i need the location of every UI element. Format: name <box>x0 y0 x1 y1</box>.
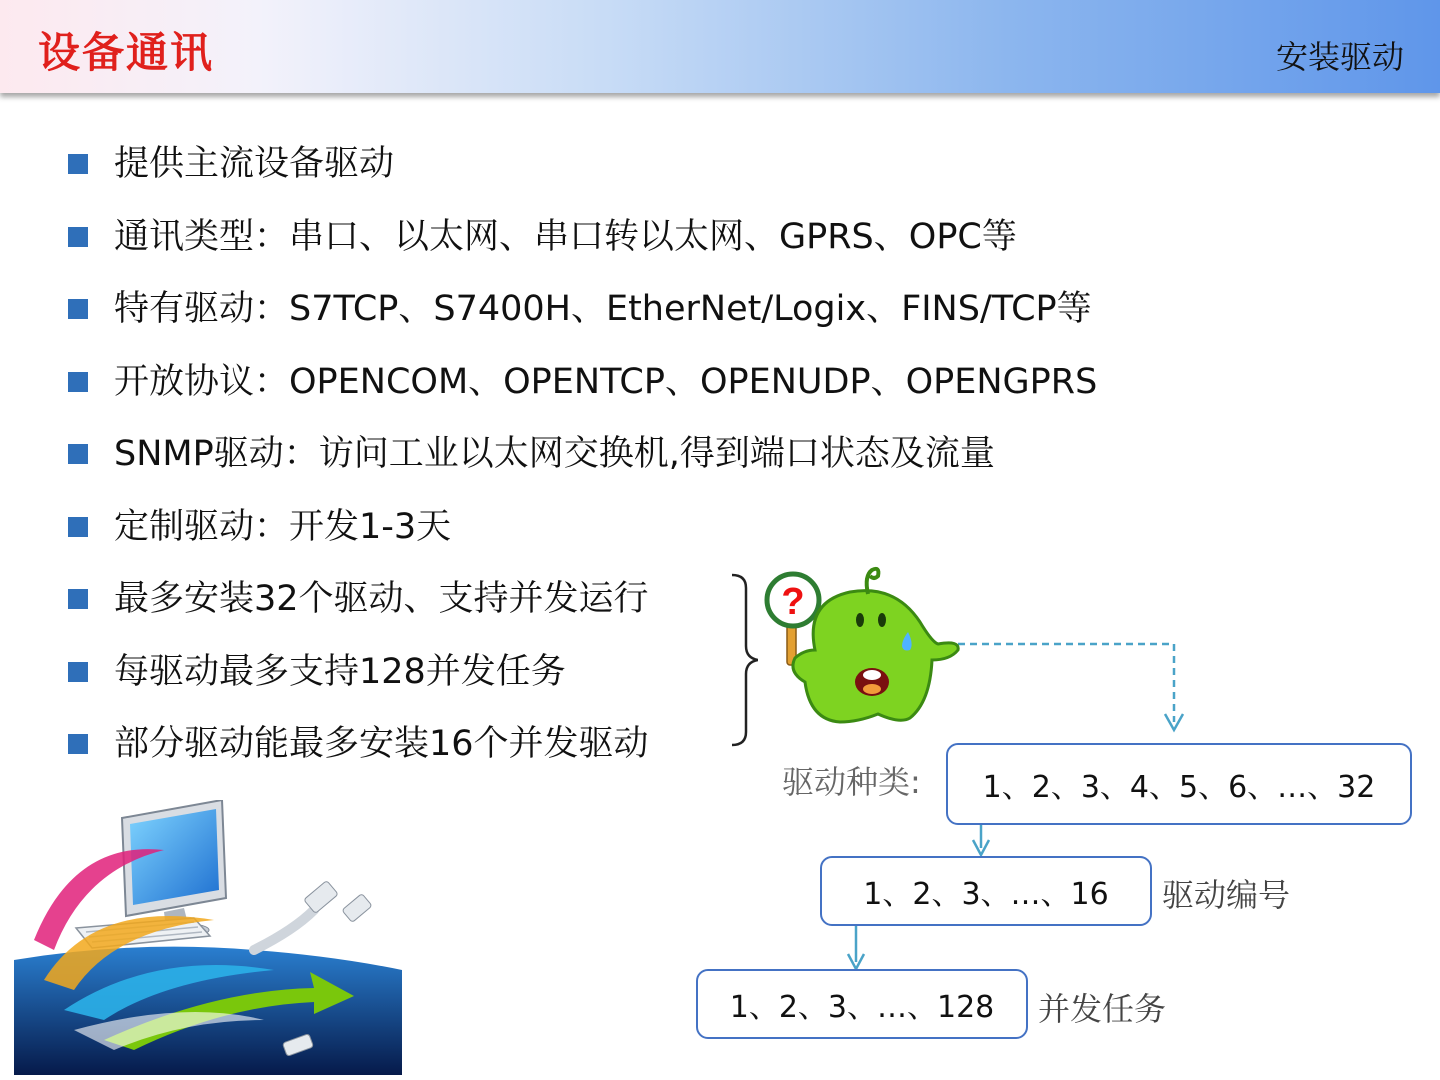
list-item-text: SNMP驱动：访问工业以太网交换机,得到端口状态及流量 <box>114 434 995 475</box>
bullet-square-icon <box>68 299 88 319</box>
svg-text:?: ? <box>781 581 805 623</box>
driver-types-label: 驱动种类: <box>782 763 921 801</box>
list-item-text: 提供主流设备驱动 <box>114 144 395 185</box>
page-title: 设备通讯 <box>38 28 215 77</box>
computer-network-illustration <box>14 800 402 1075</box>
list-item-text: 每驱动最多支持128并发任务 <box>114 651 566 692</box>
list-item-text: 最多安装32个驱动、支持并发运行 <box>114 579 649 620</box>
tasks-box: 1、2、3、…、128 <box>696 969 1028 1039</box>
right-brace-icon <box>728 572 758 748</box>
list-item-text: 特有驱动：S7TCP、S7400H、EtherNet/Logix、FINS/TCP等 <box>114 289 1092 330</box>
question-mascot-icon <box>760 562 960 727</box>
list-item <box>68 273 1097 346</box>
bullet-square-icon <box>68 517 88 537</box>
list-item <box>68 128 1097 201</box>
list-item <box>68 346 1097 419</box>
tasks-label: 并发任务 <box>1038 990 1167 1028</box>
list-item <box>68 418 1097 491</box>
list-item <box>68 201 1097 274</box>
driver-types-box: 1、2、3、4、5、6、…、32 <box>946 743 1412 825</box>
driver-number-box: 1、2、3、…、16 <box>820 856 1152 926</box>
bullet-square-icon <box>68 154 88 174</box>
list-item-text: 开放协议：OPENCOM、OPENTCP、OPENUDP、OPENGPRS <box>114 361 1098 402</box>
bullet-square-icon <box>68 589 88 609</box>
bullet-square-icon <box>68 662 88 682</box>
list-item-text: 部分驱动能最多安装16个并发驱动 <box>114 724 649 765</box>
section-title: 安装驱动 <box>1275 38 1404 76</box>
bullet-square-icon <box>68 444 88 464</box>
list-item <box>68 491 1097 564</box>
header-bar <box>0 0 1440 93</box>
bullet-square-icon <box>68 372 88 392</box>
list-item-text: 通讯类型：串口、以太网、串口转以太网、GPRS、OPC等 <box>114 216 1017 257</box>
bullet-square-icon <box>68 227 88 247</box>
bullet-square-icon <box>68 734 88 754</box>
list-item-text: 定制驱动：开发1-3天 <box>114 506 452 547</box>
driver-number-label: 驱动编号 <box>1162 876 1291 914</box>
